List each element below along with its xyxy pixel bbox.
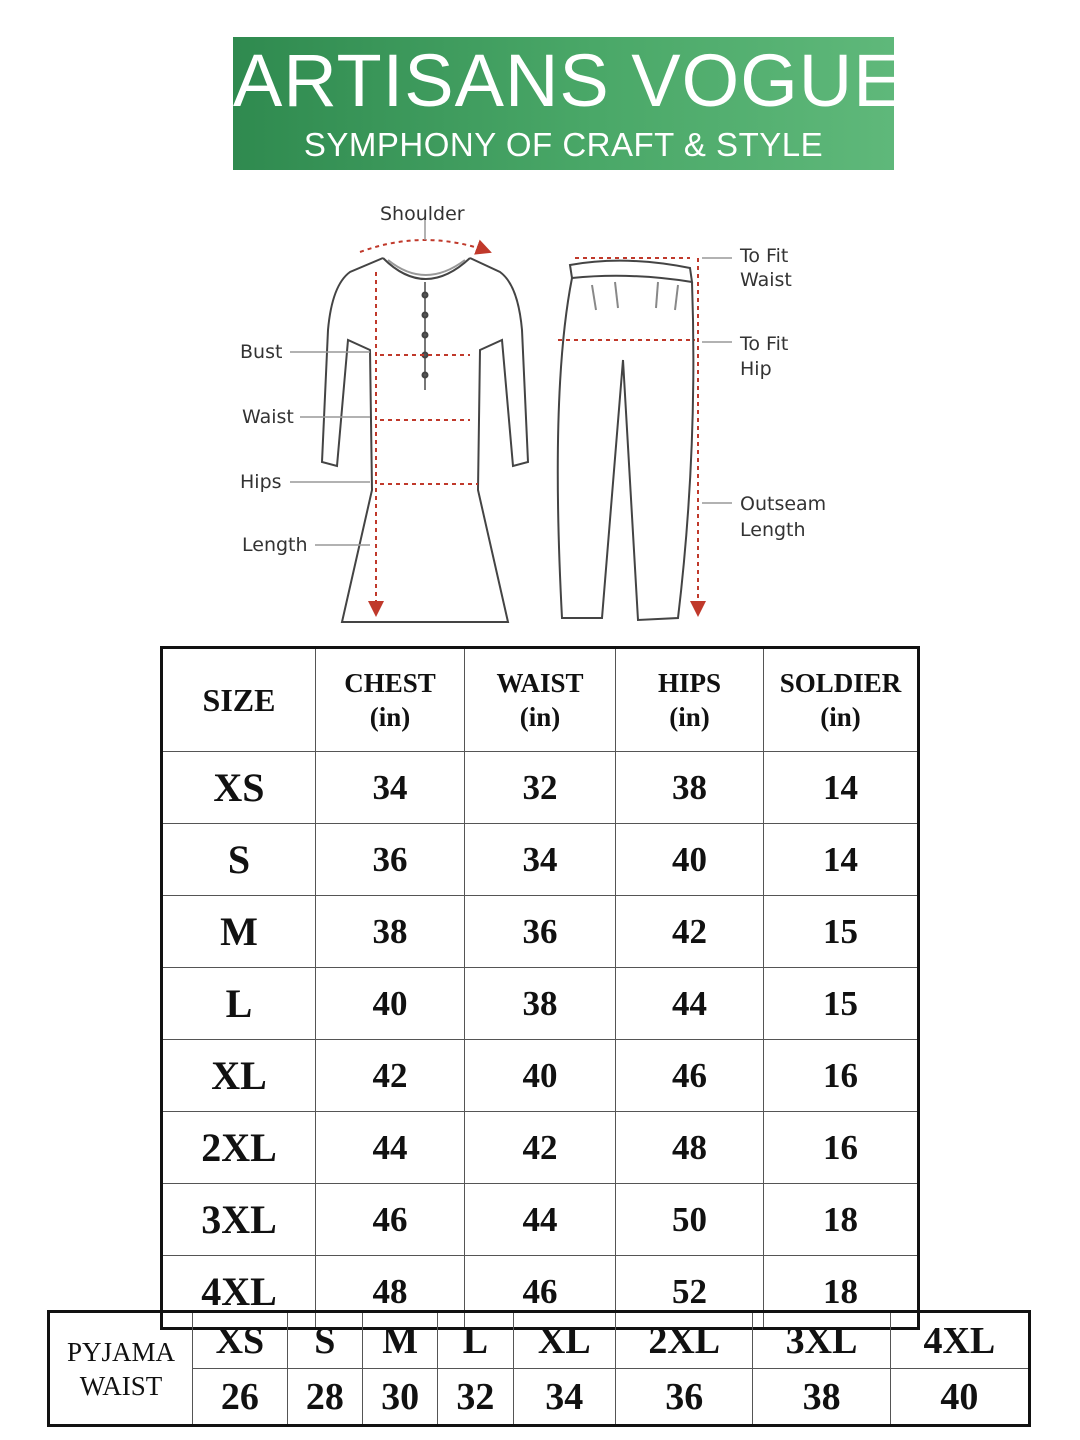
soldier-cell: 14 xyxy=(764,824,919,896)
header-waist-unit: (in) xyxy=(519,702,561,732)
hips-cell: 50 xyxy=(616,1184,764,1256)
label-outseam-length: Length xyxy=(740,519,806,541)
header-hips-unit: (in) xyxy=(669,702,710,732)
chest-cell: 34 xyxy=(316,752,465,824)
size-cell: L xyxy=(162,968,316,1040)
waist-cell: 44 xyxy=(465,1184,616,1256)
chest-cell: 38 xyxy=(316,896,465,968)
pyjama-waist-row xyxy=(49,1369,1030,1426)
header-size-label: SIZE xyxy=(202,682,276,718)
hips-cell: 48 xyxy=(616,1112,764,1184)
pyjama-waist-label xyxy=(49,1312,193,1426)
header-soldier xyxy=(764,648,919,752)
pyjama-waist-cell: 26 xyxy=(193,1369,288,1426)
header-soldier-label: SOLDIER xyxy=(779,668,902,698)
table-row xyxy=(162,752,919,824)
soldier-cell: 18 xyxy=(764,1184,919,1256)
header-waist-label: WAIST xyxy=(496,668,584,698)
waist-cell: 38 xyxy=(465,968,616,1040)
header-chest-label: CHEST xyxy=(344,668,436,698)
chest-cell: 46 xyxy=(316,1184,465,1256)
header-hips-label: HIPS xyxy=(657,668,722,698)
size-cell: XS xyxy=(162,752,316,824)
soldier-cell: 15 xyxy=(764,968,919,1040)
pyjama-size-row xyxy=(49,1312,1030,1369)
soldier-cell: 16 xyxy=(764,1040,919,1112)
pyjama-waist-cell: 40 xyxy=(890,1369,1029,1426)
pyjama-waist-cell: 36 xyxy=(616,1369,753,1426)
brand-banner xyxy=(233,37,904,170)
header-waist xyxy=(465,648,616,752)
label-to-fit-waist-2: Waist xyxy=(740,269,792,291)
pyjama-waist-cell: 32 xyxy=(438,1369,513,1426)
size-cell: 4XL xyxy=(162,1256,316,1329)
soldier-cell: 15 xyxy=(764,896,919,968)
label-bust: Bust xyxy=(240,341,283,363)
table-row xyxy=(162,1040,919,1112)
chest-cell: 48 xyxy=(316,1256,465,1329)
pyjama-size-cell: M xyxy=(363,1312,438,1369)
pyjama-size-cell: L xyxy=(438,1312,513,1369)
label-length: Length xyxy=(242,534,308,556)
header-soldier-unit: (in) xyxy=(820,702,861,732)
brand-tagline: SYMPHONY OF CRAFT & STYLE xyxy=(303,126,824,163)
waist-cell: 34 xyxy=(465,824,616,896)
size-cell: 3XL xyxy=(162,1184,316,1256)
soldier-cell: 18 xyxy=(764,1256,919,1329)
label-to-fit-hip-1: To Fit xyxy=(740,333,789,355)
chest-cell: 42 xyxy=(316,1040,465,1112)
hips-cell: 44 xyxy=(616,968,764,1040)
table-row xyxy=(162,824,919,896)
label-waist: Waist xyxy=(242,406,294,428)
table-row xyxy=(162,1112,919,1184)
size-cell: 2XL xyxy=(162,1112,316,1184)
label-to-fit-waist-1: To Fit xyxy=(740,245,789,267)
kurta-illustration xyxy=(322,258,528,622)
pyjama-size-cell: 4XL xyxy=(890,1312,1029,1369)
waist-cell: 42 xyxy=(465,1112,616,1184)
hips-cell: 52 xyxy=(616,1256,764,1329)
header-size xyxy=(162,648,316,752)
table-row xyxy=(162,968,919,1040)
waist-cell: 32 xyxy=(465,752,616,824)
hips-cell: 46 xyxy=(616,1040,764,1112)
measurement-diagram xyxy=(220,190,860,630)
soldier-cell: 16 xyxy=(764,1112,919,1184)
size-cell: M xyxy=(162,896,316,968)
table-row xyxy=(162,896,919,968)
size-cell: S xyxy=(162,824,316,896)
pyjama-label-top: PYJAMA xyxy=(66,1336,176,1367)
chest-cell: 44 xyxy=(316,1112,465,1184)
pyjama-illustration xyxy=(558,261,694,620)
pyjama-waist-cell: 38 xyxy=(753,1369,890,1426)
header-chest xyxy=(316,648,465,752)
pyjama-waist-table xyxy=(47,1310,1031,1427)
size-cell: XL xyxy=(162,1040,316,1112)
brand-name: ARTISANS VOGUE xyxy=(233,39,904,122)
pyjama-waist-cell: 34 xyxy=(513,1369,615,1426)
chest-cell: 36 xyxy=(316,824,465,896)
pyjama-size-cell: 2XL xyxy=(616,1312,753,1369)
label-outseam: Outseam xyxy=(740,493,827,515)
size-chart-header-row xyxy=(162,648,919,752)
size-chart-table xyxy=(160,646,920,1330)
waist-cell: 46 xyxy=(465,1256,616,1329)
waist-cell: 36 xyxy=(465,896,616,968)
chest-cell: 40 xyxy=(316,968,465,1040)
pyjama-size-cell: XL xyxy=(513,1312,615,1369)
pyjama-waist-cell: 28 xyxy=(287,1369,362,1426)
hips-cell: 42 xyxy=(616,896,764,968)
pyjama-size-cell: S xyxy=(287,1312,362,1369)
header-chest-unit: (in) xyxy=(369,702,411,732)
pyjama-label-bottom: WAIST xyxy=(79,1370,163,1401)
pyjama-waist-cell: 30 xyxy=(363,1369,438,1426)
soldier-cell: 14 xyxy=(764,752,919,824)
hips-cell: 38 xyxy=(616,752,764,824)
hips-cell: 40 xyxy=(616,824,764,896)
pyjama-size-cell: 3XL xyxy=(753,1312,890,1369)
pyjama-size-cell: XS xyxy=(193,1312,288,1369)
table-row xyxy=(162,1184,919,1256)
label-shoulder: Shoulder xyxy=(380,203,465,225)
waist-cell: 40 xyxy=(465,1040,616,1112)
label-to-fit-hip-2: Hip xyxy=(740,358,772,380)
header-hips xyxy=(616,648,764,752)
label-hips: Hips xyxy=(240,471,282,493)
